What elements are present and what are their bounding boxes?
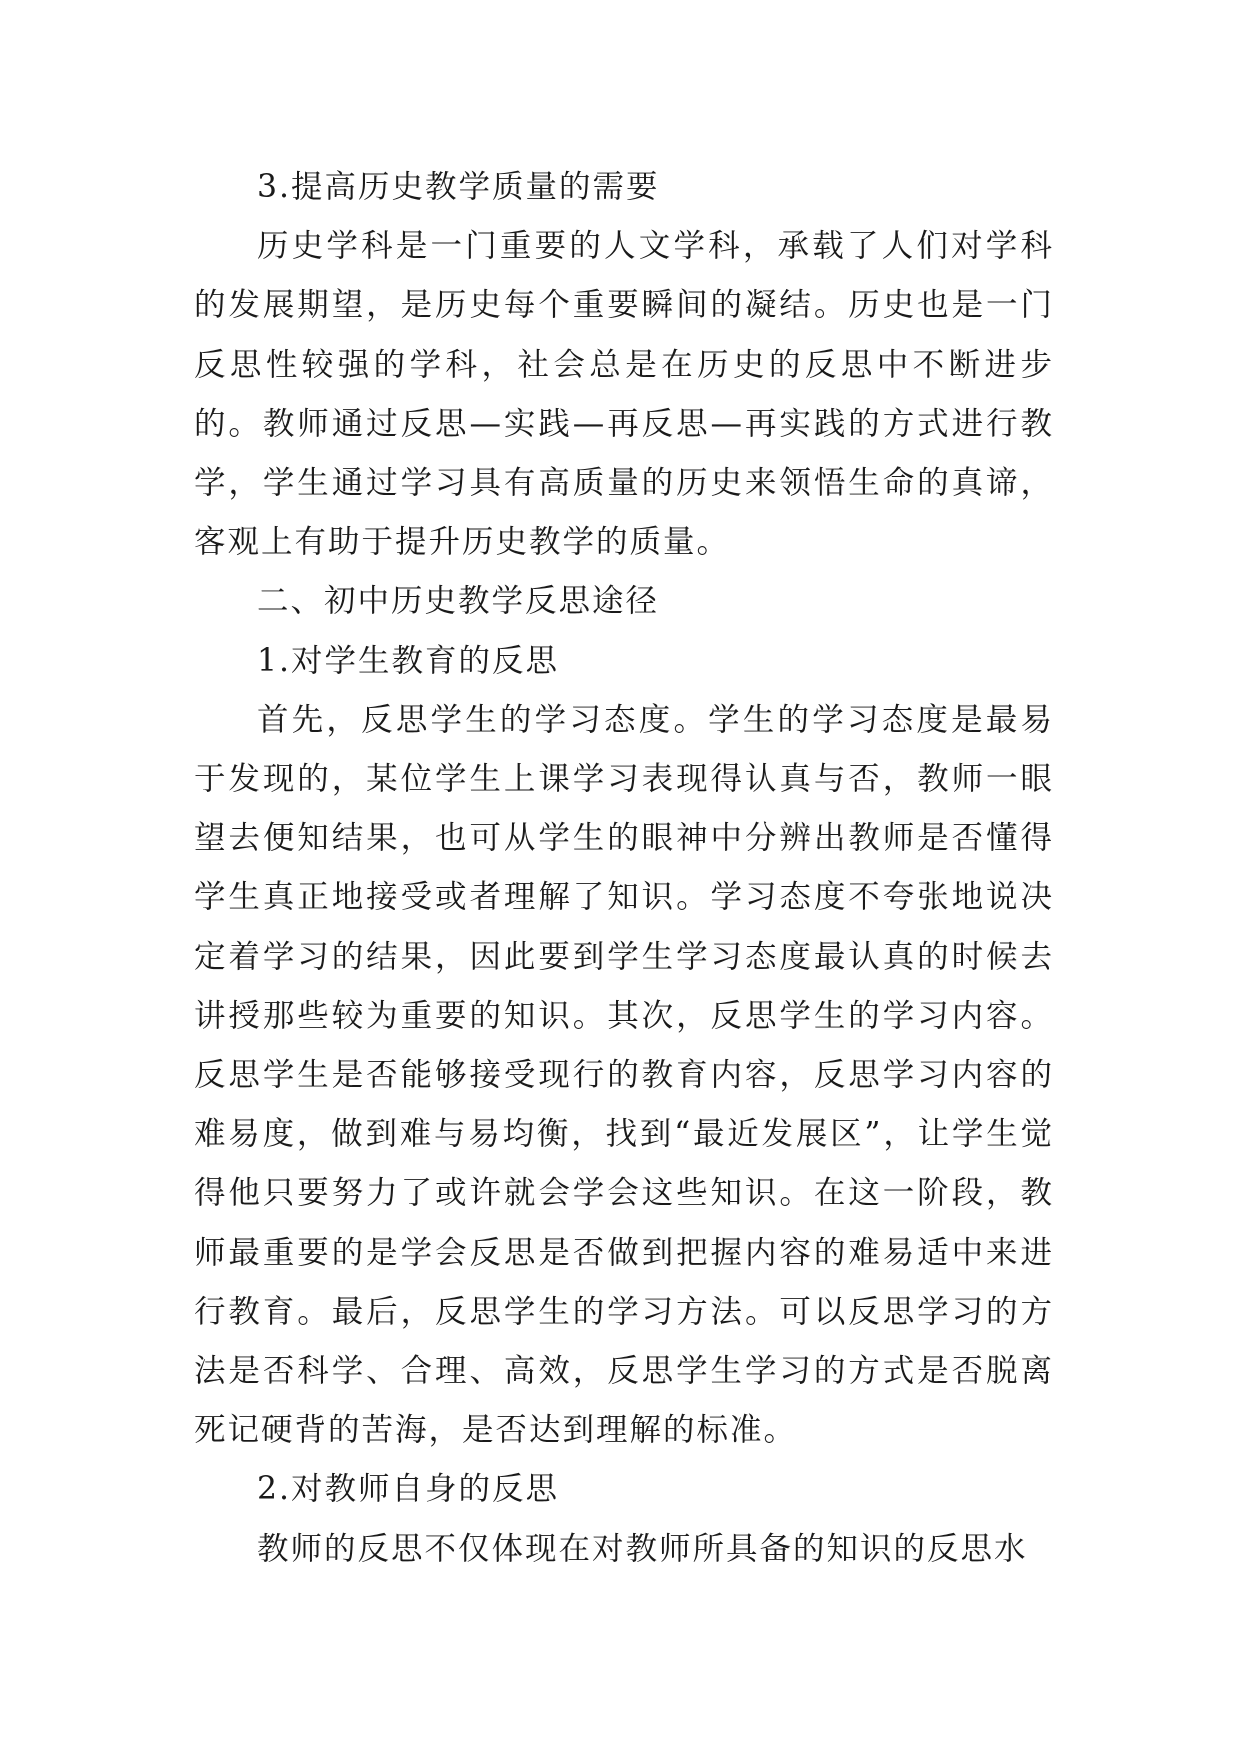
subheading-student-reflection: 1.对学生教育的反思 bbox=[257, 642, 560, 679]
section-heading-reflection-paths: 二、初中历史教学反思途径 bbox=[257, 583, 660, 620]
subheading-teacher-reflection: 2.对教师自身的反思 bbox=[257, 1471, 560, 1508]
paragraph-student-reflection: 首先，反思学生的学习态度。学生的学习态度是最易于发现的，某位学生上课学习表现得认真与否，教师一眼望去便知结果，也可从学生的眼神中分辨出教师是否懂得学生真正地接受或者理解了知识。学习态度不夸张地说决定着学习的结果，因此要到学生学习态度最认真的时候去讲授那些较为重要的知识。其次，反思学生的学习内容。反思学生是否能够接受现行的教育内容，反思学习内容的难易度，做到难与易均衡，找到“最近发展区”，让学生觉得他只要努力了或许就会学会这些知识。在这一阶段，教师最重要的是学会反思是否做到把握内容的难易适中来进行教育。最后，反思学生的学习方法。可以反思学习的方法是否科学、合理、高效，反思学生学习的方式是否脱离死记硬背的苦海，是否达到理解的标准。 bbox=[194, 701, 1054, 1449]
paragraph-history-subject: 历史学科是一门重要的人文学科，承载了人们对学科的发展期望，是历史每个重要瞬间的凝结。历史也是一门反思性较强的学科，社会总是在历史的反思中不断进步的。教师通过反思—实践—再反思—再实践的方式进行教学，学生通过学习具有高质量的历史来领悟生命的真谛，客观上有助于提升历史教学的质量。 bbox=[194, 228, 1054, 561]
paragraph-teacher-reflection: 教师的反思不仅体现在对教师所具备的知识的反思水 bbox=[257, 1530, 1028, 1567]
subheading-quality-need: 3.提高历史教学质量的需要 bbox=[257, 169, 660, 205]
document-body bbox=[194, 158, 1054, 1579]
